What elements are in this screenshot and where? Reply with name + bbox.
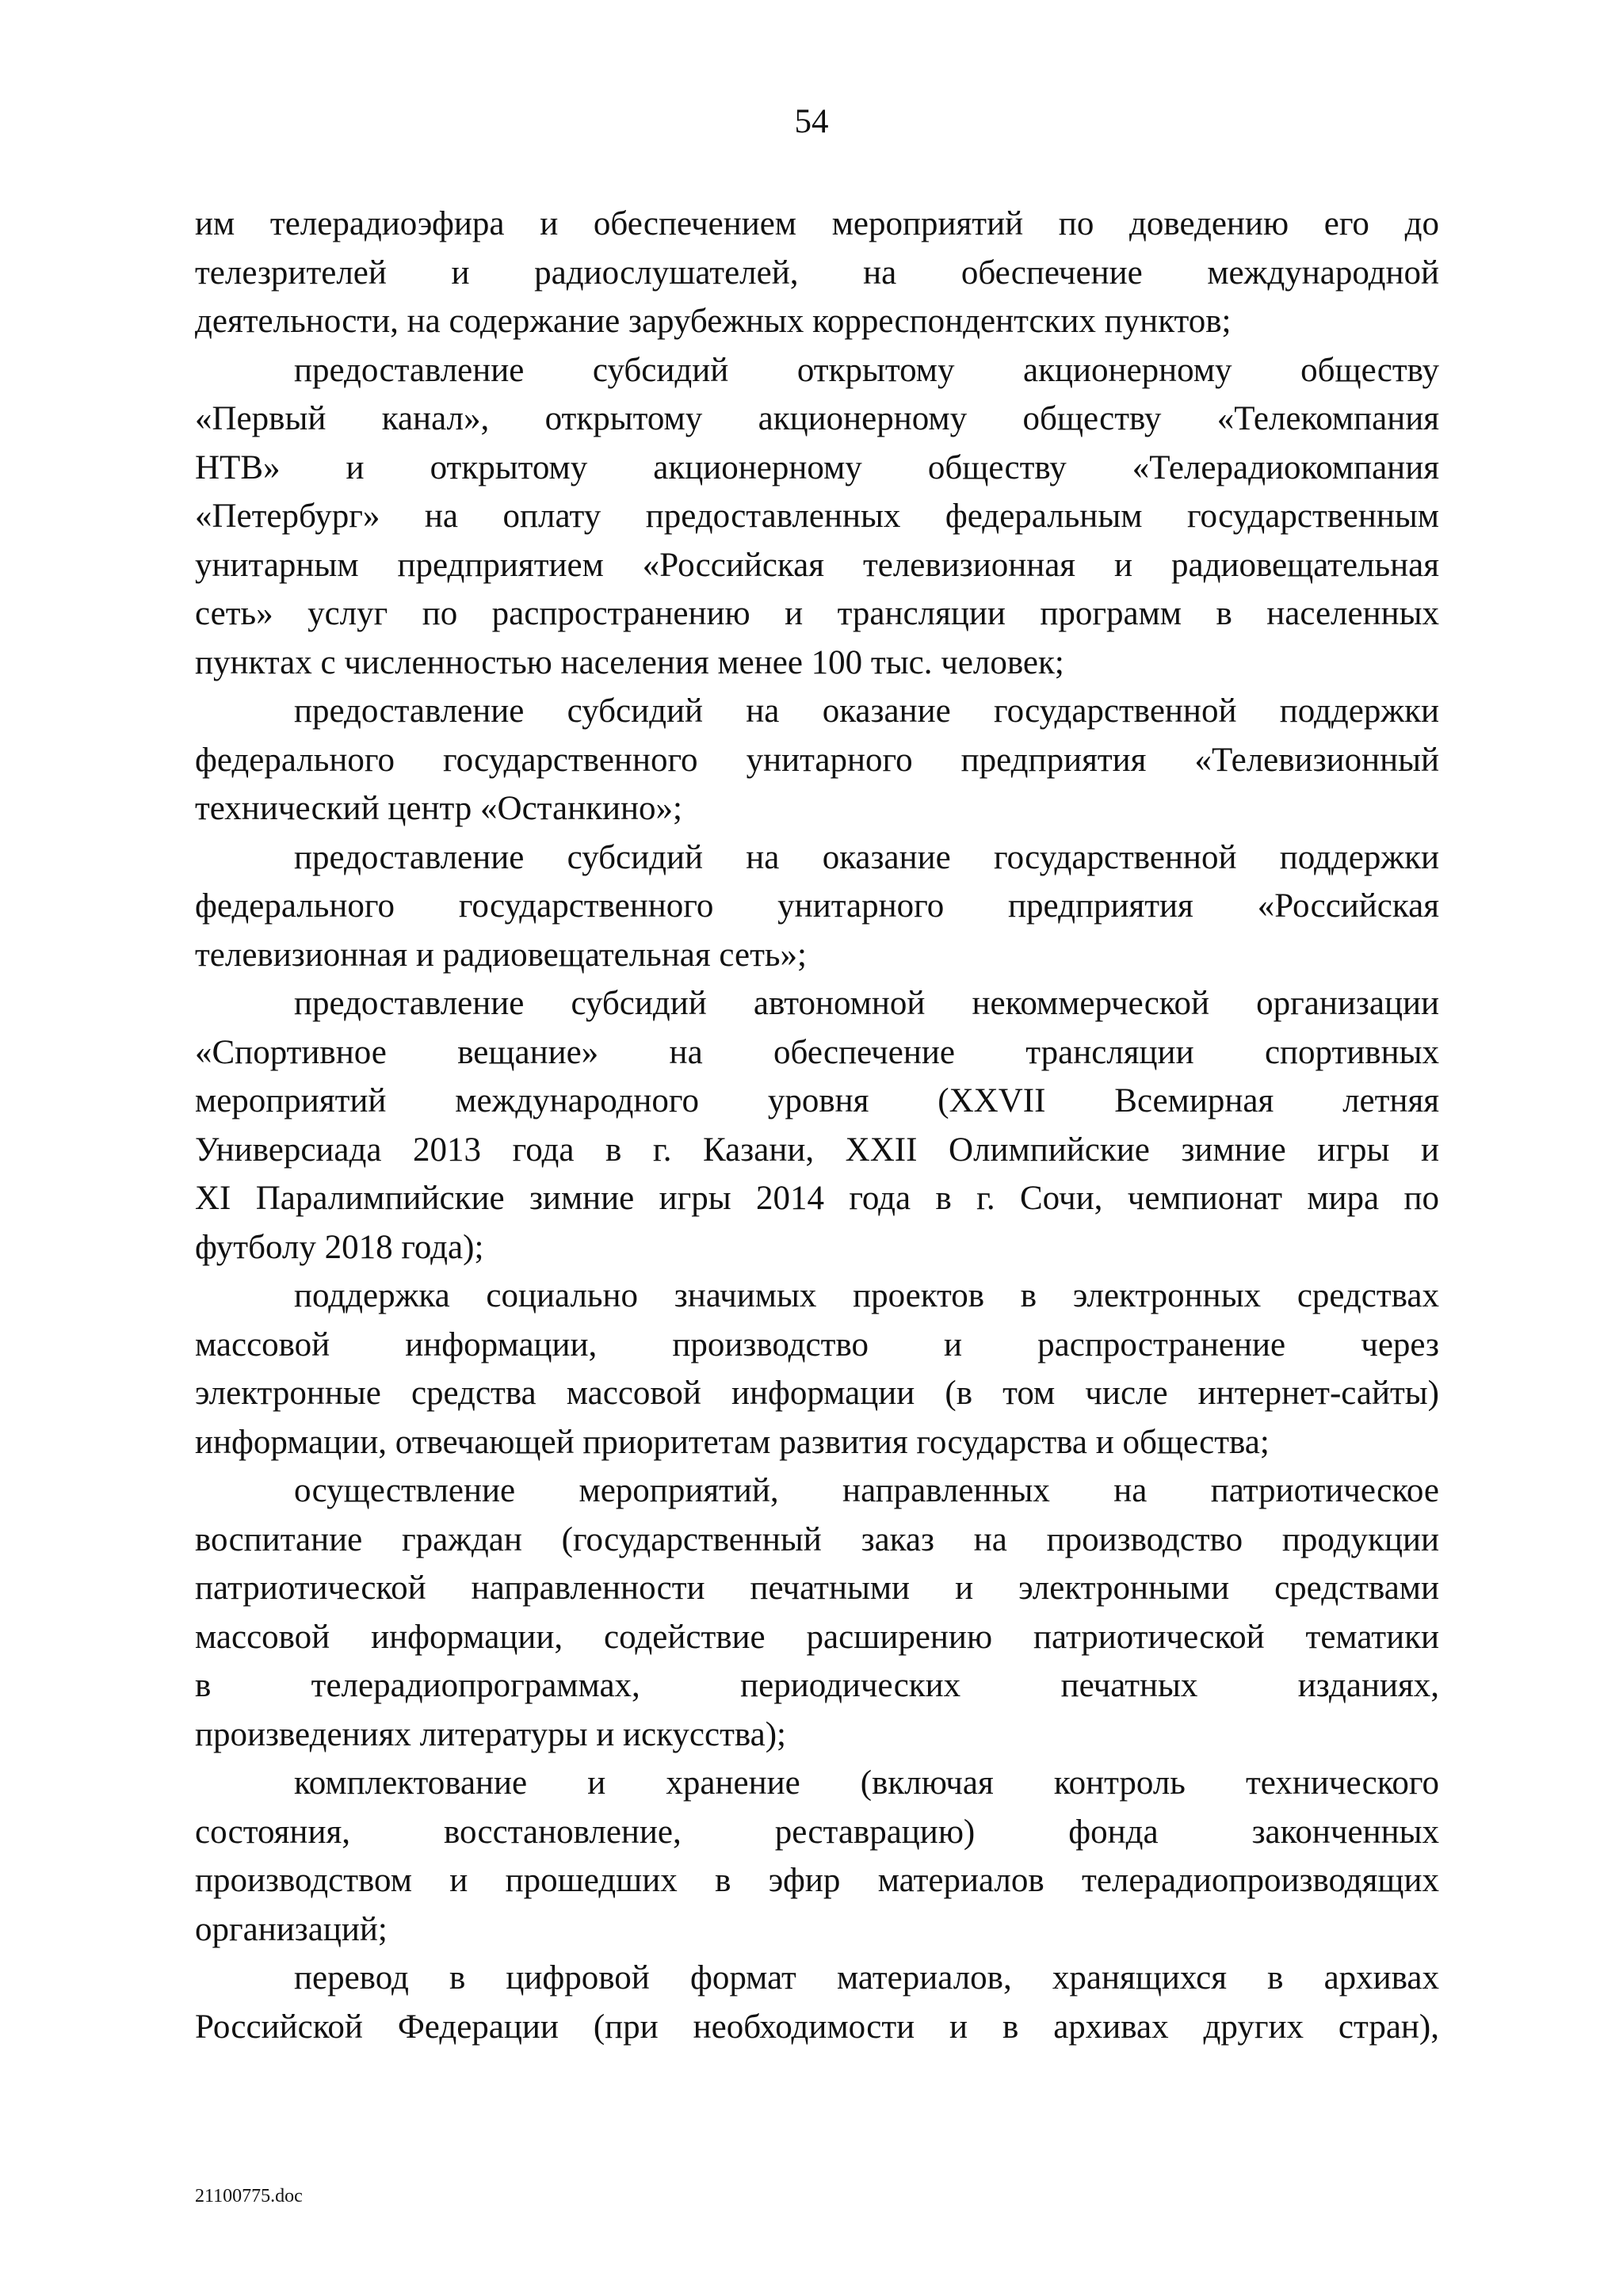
paragraph — [195, 833, 1439, 980]
text-line: предоставление субсидий автономной некоммерческой организации — [294, 985, 1439, 1022]
text-line: патриотической направленности печатными и электронными средствами — [195, 1569, 1439, 1607]
paragraph — [195, 1466, 1439, 1759]
text-line: деятельности, на содержание зарубежных корреспондентских пунктов; — [195, 303, 1232, 340]
text-line: электронные средства массовой информации (в том числе интернет-сайты) — [195, 1375, 1439, 1412]
text-line: Универсиада 2013 года в г. Казани, XXII Олимпийские зимние игры и — [195, 1131, 1439, 1169]
text-line: сеть» услуг по распространению и трансляции программ в населенных — [195, 595, 1439, 632]
text-line: воспитание граждан (государственный заказ на производство продукции — [195, 1520, 1439, 1558]
paragraph — [195, 200, 1439, 346]
text-line: им телерадиоэфира и обеспечением мероприятий по доведению его до — [195, 205, 1439, 242]
text-line: поддержка социально значимых проектов в электронных средствах — [294, 1277, 1439, 1314]
text-line: телевизионная и радиовещательная сеть»; — [195, 936, 807, 974]
text-line: массовой информации, производство и распространение через — [195, 1325, 1439, 1363]
text-line: НТВ» и открытому акционерному обществу «Телерадиокомпания — [195, 448, 1439, 486]
text-line: федерального государственного унитарного предприятия «Российская — [195, 887, 1439, 925]
text-line: XI Паралимпийские зимние игры 2014 года в г. Сочи, чемпионат мира по — [195, 1180, 1439, 1217]
text-line: Российской Федерации (при необходимости и в архивах других стран), — [195, 2008, 1439, 2046]
text-line: «Спортивное вещание» на обеспечение трансляции спортивных — [195, 1033, 1439, 1071]
text-line: мероприятий международного уровня (XXVII Всемирная летняя — [195, 1082, 1439, 1119]
text-line: перевод в цифровой формат материалов, хранящихся в архивах — [294, 1959, 1439, 1997]
text-line: массовой информации, содействие расширению патриотической тематики — [195, 1618, 1439, 1656]
text-line: унитарным предприятием «Российская телевизионная и радиовещательная — [195, 546, 1439, 584]
text-line: осуществление мероприятий, направленных на патриотическое — [294, 1472, 1439, 1509]
text-line: организаций; — [195, 1910, 388, 1948]
paragraph — [195, 1272, 1439, 1466]
text-line: технический центр «Останкино»; — [195, 790, 682, 827]
text-line: производством и прошедших в эфир материалов телерадиопроизводящих — [195, 1862, 1439, 1899]
text-line: предоставление субсидий открытому акционерному обществу — [294, 351, 1439, 389]
document-body — [195, 200, 1439, 2051]
paragraph — [195, 1759, 1439, 1954]
paragraph — [195, 687, 1439, 833]
text-line: футболу 2018 года); — [195, 1228, 484, 1266]
text-line: «Первый канал», открытому акционерному обществу «Телекомпания — [195, 400, 1439, 437]
paragraph — [195, 979, 1439, 1272]
file-name-footer: 21100775.doc — [195, 2186, 303, 2206]
text-line: состояния, восстановление, реставрацию) фонда законченных — [195, 1813, 1439, 1851]
page-number: 54 — [794, 103, 829, 140]
text-line: в телерадиопрограммах, периодических печатных изданиях, — [195, 1667, 1439, 1704]
text-line: «Петербург» на оплату предоставленных федеральным государственным — [195, 498, 1439, 535]
text-line: пунктах с численностью населения менее 100 тыс. человек; — [195, 643, 1064, 681]
text-line: комплектование и хранение (включая контроль технического — [294, 1764, 1439, 1802]
text-line: предоставление субсидий на оказание государственной поддержки — [294, 838, 1439, 876]
text-line: телезрителей и радиослушателей, на обеспечение международной — [195, 254, 1439, 292]
text-line: предоставление субсидий на оказание государственной поддержки — [294, 692, 1439, 730]
paragraph — [195, 1954, 1439, 2051]
text-line: федерального государственного унитарного предприятия «Телевизионный — [195, 741, 1439, 779]
text-line: произведениях литературы и искусства); — [195, 1715, 786, 1753]
text-line: информации, отвечающей приоритетам развития государства и общества; — [195, 1423, 1270, 1461]
paragraph — [195, 346, 1439, 688]
